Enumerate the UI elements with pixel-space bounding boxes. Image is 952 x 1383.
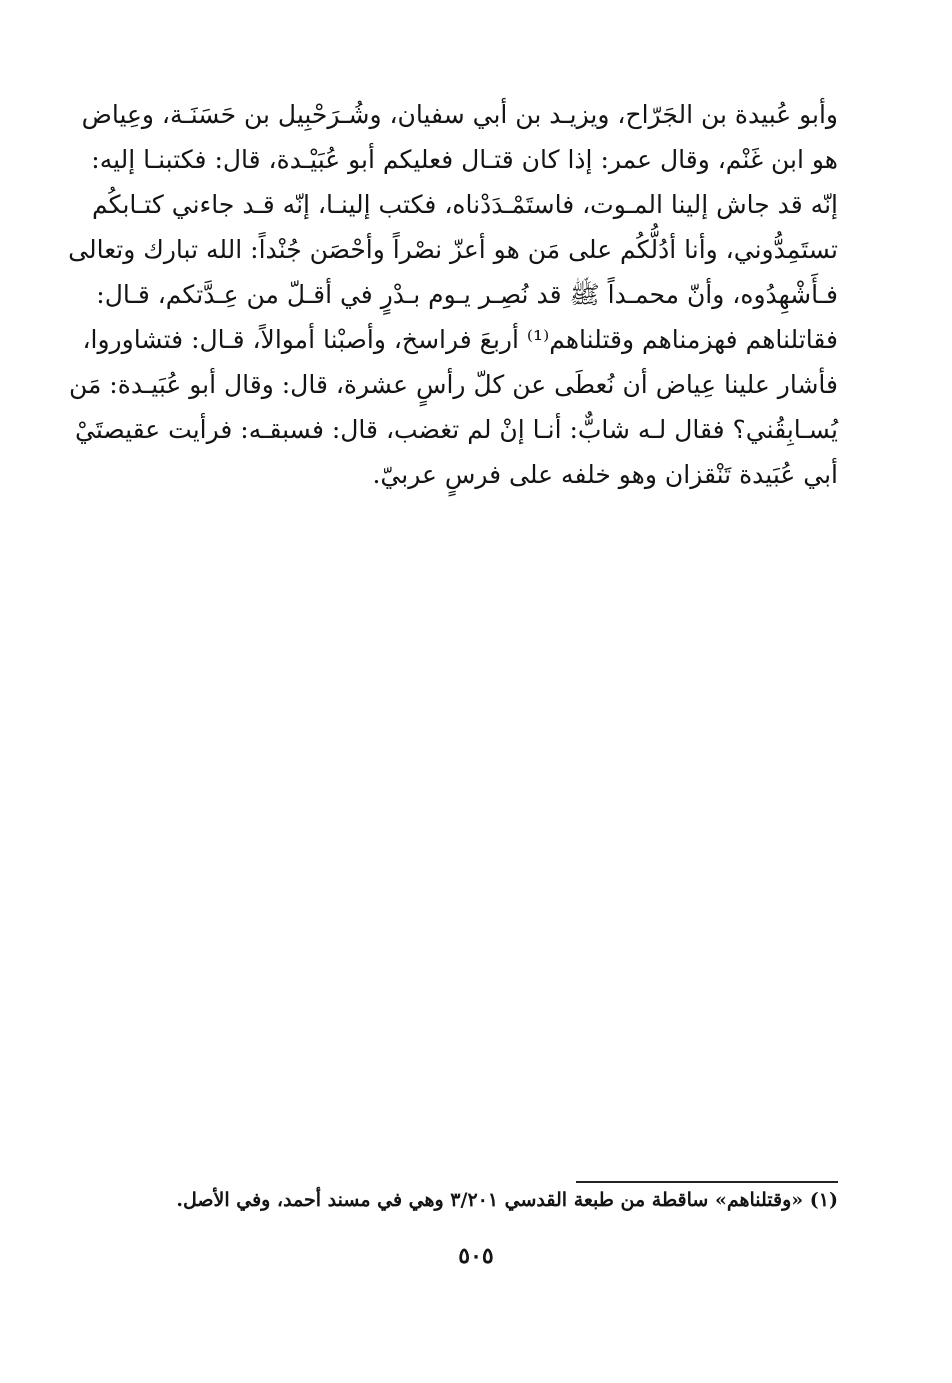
footnote: (١) «وقتلناهم» ساقطة من طبعة القدسي ٣/٢٠١ وهي في مسند أحمد، وفي الأصل. <box>176 1189 838 1211</box>
page-number: ٥٠٥ <box>458 1243 494 1269</box>
text-line-2: هو ابن غَنْم، وقال عمر: إذا كان قتـال فعليكم أبو عُبَيْـدة، قال: فكتبنـا إليه: <box>91 145 838 174</box>
main-text-block <box>68 92 838 497</box>
text-line-8: يُسـابِقُني؟ فقال لـه شابٌّ: أنـا إنْ لم تغضب، قال: فسبقـه: فرأيت عقيصتَيْ <box>75 415 838 444</box>
text-line-9: أبي عُبَيدة تَنْقزان وهو خلفه على فرسٍ عربيّ. <box>372 460 838 489</box>
text-line-4: تستَمِدُّوني، وأنا أدُلُّكُم على مَن هو أعزّ نصْراً وأحْصَن جُنْداً: الله تبارك وتعالى <box>68 235 838 264</box>
text-line-6: فقاتلناهم فهزمناهم وقتلناهم⁽¹⁾ أربعَ فراسخ، وأصبْنا أموالاً، قـال: فتشاوروا، <box>82 325 838 354</box>
text-line-1: وأبو عُبيدة بن الجَرّاح، ويزيـد بن أبي سفيان، وشُـرَحْبِيل بن حَسَنَـة، وعِياض <box>81 100 838 129</box>
text-line-7: فأشار علينا عِياض أن نُعطَى عن كلّ رأسٍ عشرة، قال: وقال أبو عُبَيـدة: مَن <box>68 370 838 399</box>
text-line-3: إنّه قد جاش إلينا المـوت، فاستَمْـدَدْناه، فكتب إلينـا، إنّه قـد جاءني كتـابكُم <box>92 190 838 219</box>
text-line-5: فـأَشْهِدُوه، وأنّ محمـداً ﷺ قد نُصِـر يـوم بـدْرٍ في أقـلّ من عِـدَّتكم، قـال: <box>96 280 838 309</box>
